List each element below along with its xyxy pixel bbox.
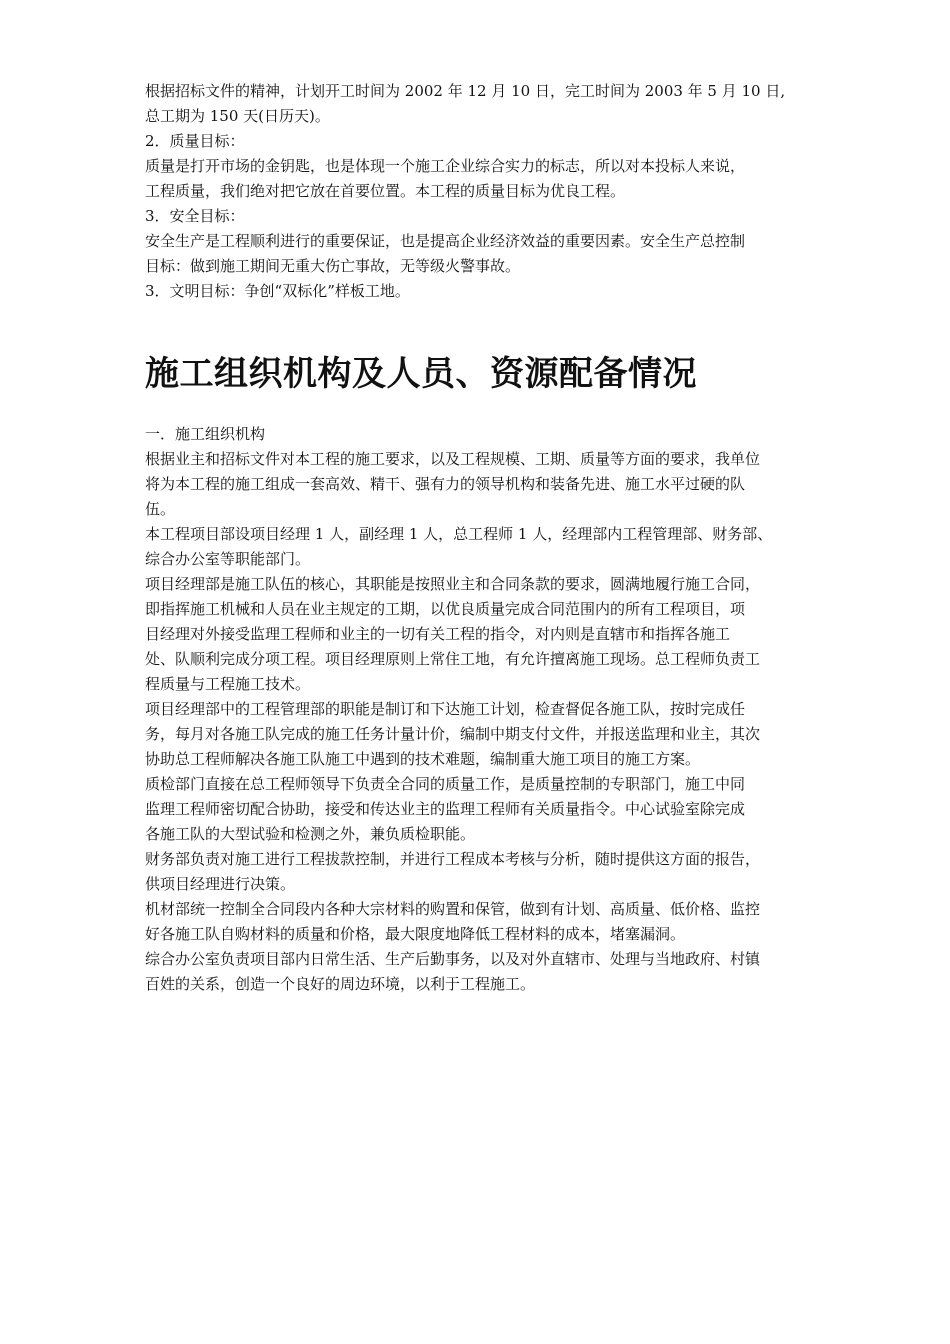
text-line: 质检部门直接在总工程师领导下负责全合同的质量工作，是质量控制的专职部门，施工中同 xyxy=(145,775,746,793)
section-heading: 施工组织机构及人员、资源配备情况 xyxy=(145,354,697,394)
text-line: 机材部统一控制全合同段内各种大宗材料的购置和保管，做到有计划、高质量、低价格、监控 xyxy=(145,900,761,918)
text-line: 一．施工组织机构 xyxy=(145,425,266,443)
text-line: 项目经理部是施工队伍的核心，其职能是按照业主和合同条款的要求，圆满地履行施工合同， xyxy=(145,575,761,593)
text-line: 供项目经理进行决策。 xyxy=(145,875,296,893)
text-line: 质量是打开市场的金钥匙，也是体现一个施工企业综合实力的标志，所以对本投标人来说， xyxy=(145,157,746,175)
text-line: 程质量与工程施工技术。 xyxy=(145,675,311,693)
text-line: 务，每月对各施工队完成的施工任务计量计价，编制中期支付文件，并报送监理和业主，其次 xyxy=(145,725,761,743)
text-line: 伍。 xyxy=(145,500,176,518)
text-line: 2．质量目标： xyxy=(145,132,245,150)
text-line: 3．文明目标：争创“双标化”样板工地。 xyxy=(145,282,410,300)
text-line: 项目经理部中的工程管理部的职能是制订和下达施工计划，检查督促各施工队，按时完成任 xyxy=(145,700,746,718)
intro-section xyxy=(145,79,813,304)
text-line: 综合办公室等职能部门。 xyxy=(145,550,311,568)
text-line: 处、队顺利完成分项工程。项目经理原则上常住工地，有允许擅离施工现场。总工程师负责工 xyxy=(145,650,761,668)
text-line: 将为本工程的施工组成一套高效、精干、强有力的领导机构和装备先进、施工水平过硬的队 xyxy=(145,475,746,493)
text-line: 根据招标文件的精神，计划开工时间为 2002 年 12 月 10 日，完工时间为 2003 年 5 月 10 日, xyxy=(145,82,786,100)
text-line: 总工期为 150 天(日历天)。 xyxy=(145,107,330,125)
text-line: 目经理对外接受监理工程师和业主的一切有关工程的指令，对内则是直辖市和指挥各施工 xyxy=(145,625,731,643)
text-line: 安全生产是工程顺利进行的重要保证，也是提高企业经济效益的重要因素。安全生产总控制 xyxy=(145,232,746,250)
text-line: 综合办公室负责项目部内日常生活、生产后勤事务，以及对外直辖市、处理与当地政府、村镇 xyxy=(145,950,761,968)
text-line: 百姓的关系，创造一个良好的周边环境，以利于工程施工。 xyxy=(145,975,536,993)
text-line: 各施工队的大型试验和检测之外，兼负质检职能。 xyxy=(145,825,476,843)
text-line: 根据业主和招标文件对本工程的施工要求，以及工程规模、工期、质量等方面的要求，我单位 xyxy=(145,450,761,468)
text-line: 好各施工队自购材料的质量和价格，最大限度地降低工程材料的成本，堵塞漏洞。 xyxy=(145,925,686,943)
text-line: 本工程项目部设项目经理 1 人，副经理 1 人，总工程师 1 人，经理部内工程管理部、财务部、 xyxy=(145,525,773,543)
text-line: 财务部负责对施工进行工程拔款控制，并进行工程成本考核与分析，随时提供这方面的报告， xyxy=(145,850,761,868)
text-line: 目标：做到施工期间无重大伤亡事故，无等级火警事故。 xyxy=(145,257,521,275)
body-section xyxy=(145,422,813,997)
document-page xyxy=(145,79,813,997)
text-line: 3．安全目标： xyxy=(145,207,245,225)
text-line: 监理工程师密切配合协助，接受和传达业主的监理工程师有关质量指令。中心试验室除完成 xyxy=(145,800,746,818)
text-line: 工程质量，我们绝对把它放在首要位置。本工程的质量目标为优良工程。 xyxy=(145,182,626,200)
text-line: 协助总工程师解决各施工队施工中遇到的技术难题，编制重大施工项目的施工方案。 xyxy=(145,750,701,768)
text-line: 即指挥施工机械和人员在业主规定的工期，以优良质量完成合同范围内的所有工程项目，项 xyxy=(145,600,746,618)
